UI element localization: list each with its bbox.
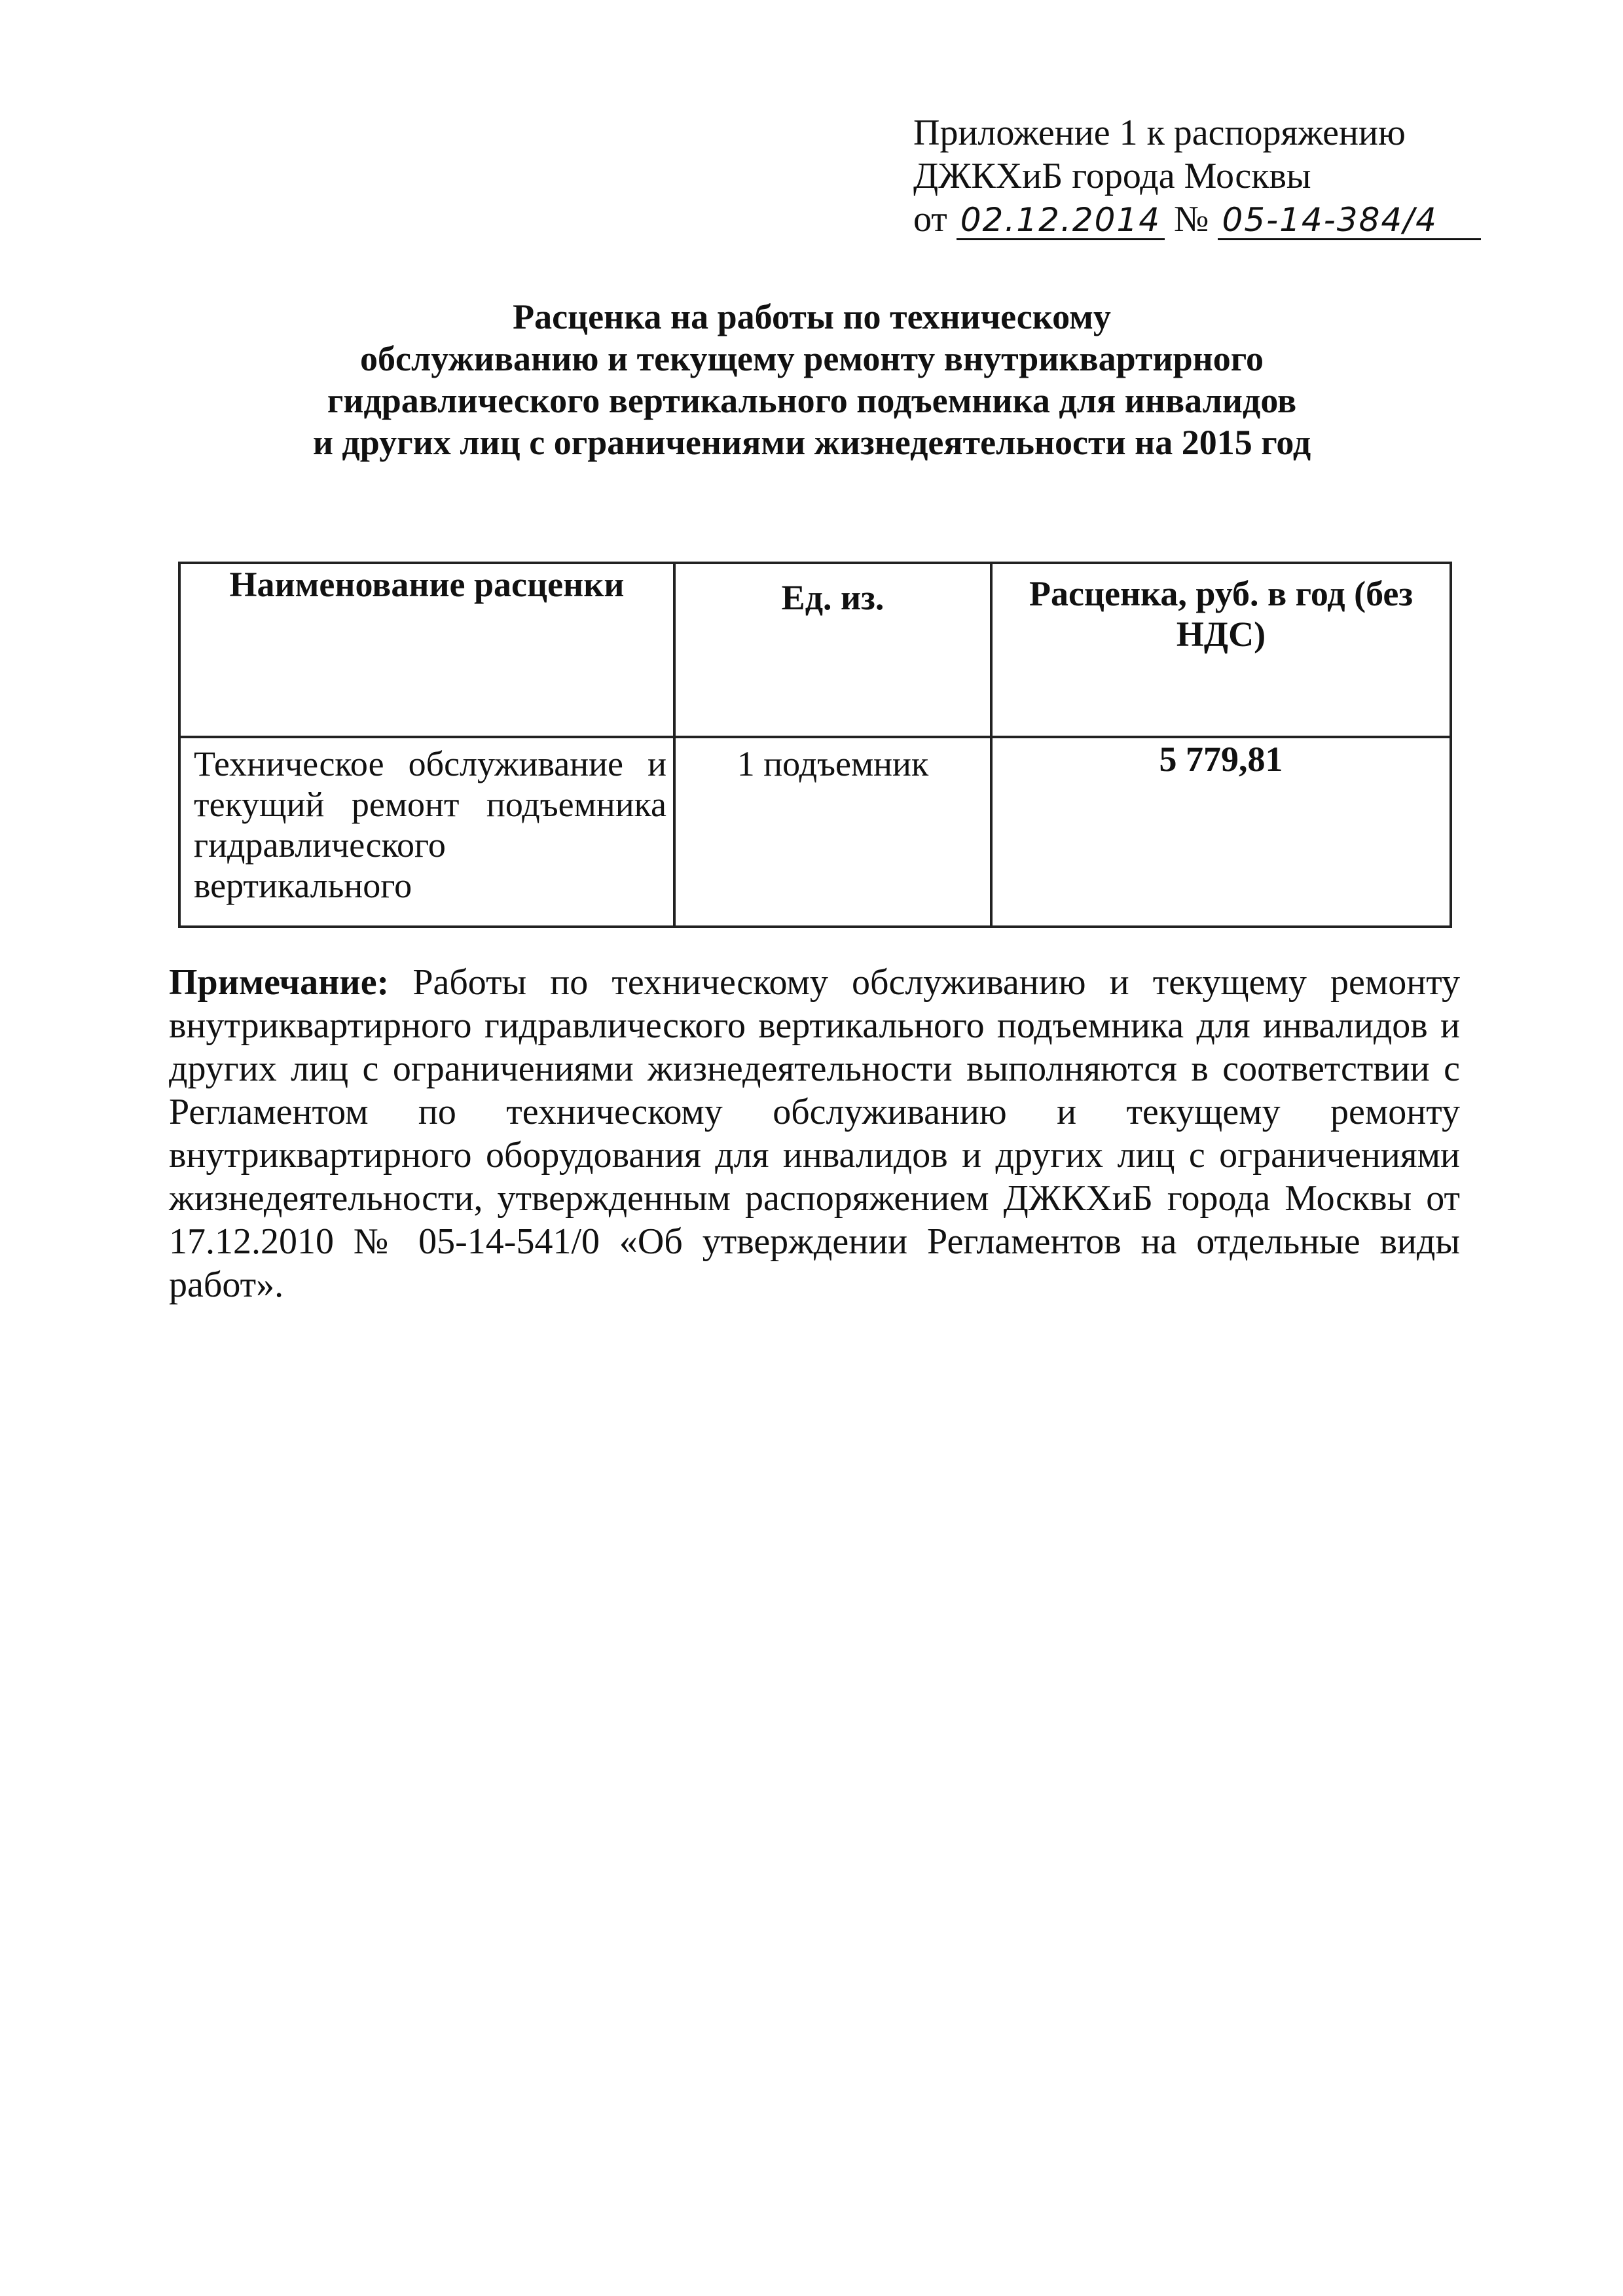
annex-header bbox=[913, 111, 1489, 241]
annex-line-2: ДЖКХиБ города Москвы bbox=[913, 156, 1311, 196]
rates-table bbox=[178, 562, 1452, 928]
title-line-4: и других лиц с ограничениями жизнедеятельности на 2015 год bbox=[312, 423, 1311, 462]
annex-line-3 bbox=[913, 198, 1489, 241]
annex-number: 05-14-384/4 bbox=[1218, 202, 1481, 240]
title-line-1: Расценка на работы по техническому bbox=[513, 297, 1111, 336]
header-rate-name: Наименование расценки bbox=[179, 563, 674, 737]
note-text: Работы по техническому обслуживанию и текущему ремонту внутриквартирного гидравлического вертикального подъемника для инвалидов и других лиц с ограничениями жизнедеятельности выполняются в соответствии с Регламентом по техническому обслуживанию и текущему ремонту внутриквартирного оборудования для инвалидов и других лиц с ограничениями жизнедеятельности, утвержденным распоряжением ДЖКХиБ города Москвы от 17.12.2010 № 05-14-541/0 «Об утверждении Регламентов на отдельные виды работ». bbox=[169, 962, 1460, 1305]
table-header-row bbox=[179, 563, 1451, 737]
header-unit: Ед. из. bbox=[674, 563, 991, 737]
annex-from-label: от bbox=[913, 199, 947, 240]
table-row bbox=[179, 737, 1451, 927]
annex-number-label: № bbox=[1174, 199, 1209, 240]
note-label: Примечание: bbox=[169, 962, 390, 1003]
cell-rate-name: Техническое обслуживание и текущий ремонт подъемника гидравлического вертикального bbox=[179, 737, 674, 927]
note-paragraph bbox=[169, 961, 1460, 1306]
cell-price: 5 779,81 bbox=[991, 737, 1451, 927]
annex-line-1: Приложение 1 к распоряжению bbox=[913, 113, 1406, 153]
header-price: Расценка, руб. в год (без НДС) bbox=[991, 563, 1451, 737]
title-line-3: гидравлического вертикального подъемника для инвалидов bbox=[327, 381, 1297, 420]
annex-date: 02.12.2014 bbox=[957, 202, 1165, 240]
document-title bbox=[196, 296, 1427, 463]
cell-unit: 1 подъемник bbox=[674, 737, 991, 927]
title-line-2: обслуживанию и текущему ремонту внутриквартирного bbox=[360, 339, 1264, 378]
